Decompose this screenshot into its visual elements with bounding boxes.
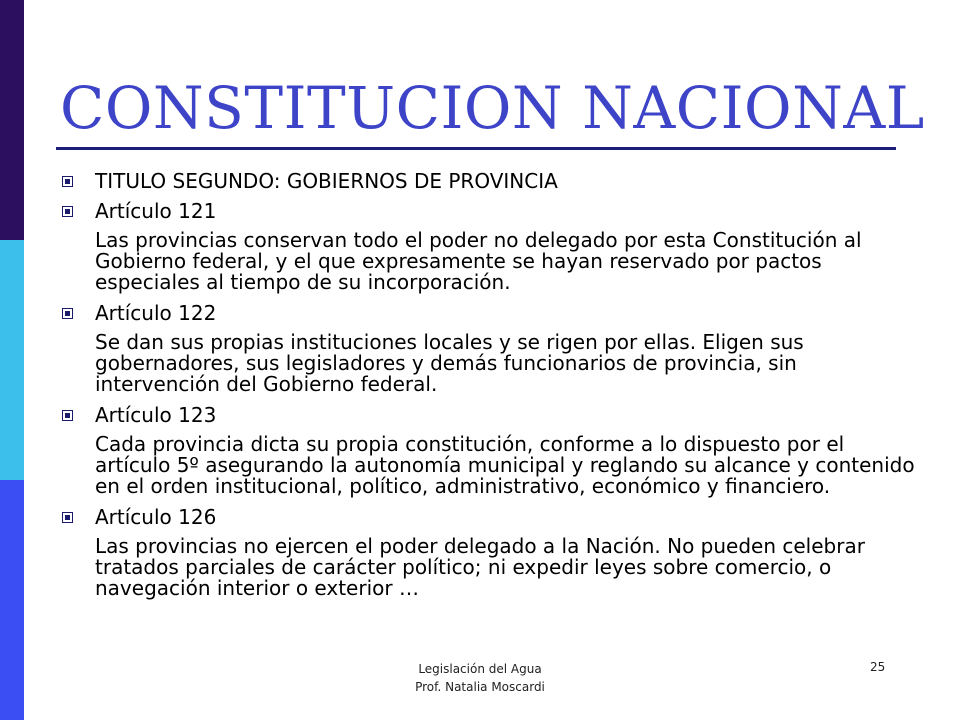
bullet-articulo-126: [62, 506, 922, 528]
bullet-articulo-121: [62, 200, 922, 222]
square-bullet-icon: [62, 410, 73, 421]
footer-credits: [380, 660, 580, 696]
slide-content: [62, 170, 922, 608]
articulo-122-text: Se dan sus propias instituciones locales y se rigen por ellas. Eligen sus gobernadores, sus legisladores y demás funcionarios de provincia, sin intervención del Gobierno federal.: [95, 330, 804, 396]
bullet-articulo-123: [62, 404, 922, 426]
title-underline: [56, 147, 896, 150]
left-stripe-middle: [0, 240, 24, 480]
articulo-123-text: Cada provincia dicta su propia constitución, conforme a lo dispuesto por el artículo 5º asegurando la autonomía municipal y reglando su alcance y contenido en el orden institucional, político, administrativo, económico y financiero.: [95, 432, 915, 498]
bullet-titulo: [62, 170, 922, 192]
page-number: 25: [870, 660, 886, 674]
bullet-text: Artículo 121: [95, 199, 217, 223]
square-bullet-icon: [62, 512, 73, 523]
left-stripe-top: [0, 0, 24, 240]
square-bullet-icon: [62, 176, 73, 187]
bullet-text: Artículo 123: [95, 403, 217, 427]
bullet-articulo-122: [62, 302, 922, 324]
square-bullet-icon: [62, 308, 73, 319]
footer-professor: Prof. Natalia Moscardi: [415, 680, 545, 694]
articulo-121-text: Las provincias conservan todo el poder no delegado por esta Constitución al Gobierno federal, y el que expresamente se hayan reservado por pactos especiales al tiempo de su incorporación.: [95, 228, 862, 294]
square-bullet-icon: [62, 206, 73, 217]
left-stripe-bottom: [0, 480, 24, 720]
footer-course: Legislación del Agua: [418, 662, 542, 676]
bullet-text: Artículo 126: [95, 505, 217, 529]
slide-title: CONSTITUCION NACIONAL: [60, 74, 925, 142]
bullet-text: TITULO SEGUNDO: GOBIERNOS DE PROVINCIA: [95, 169, 558, 193]
articulo-126-text: Las provincias no ejercen el poder delegado a la Nación. No pueden celebrar tratados parciales de carácter político; ni expedir leyes sobre comercio, o navegación interior o exterior …: [95, 534, 865, 600]
bullet-text: Artículo 122: [95, 301, 217, 325]
